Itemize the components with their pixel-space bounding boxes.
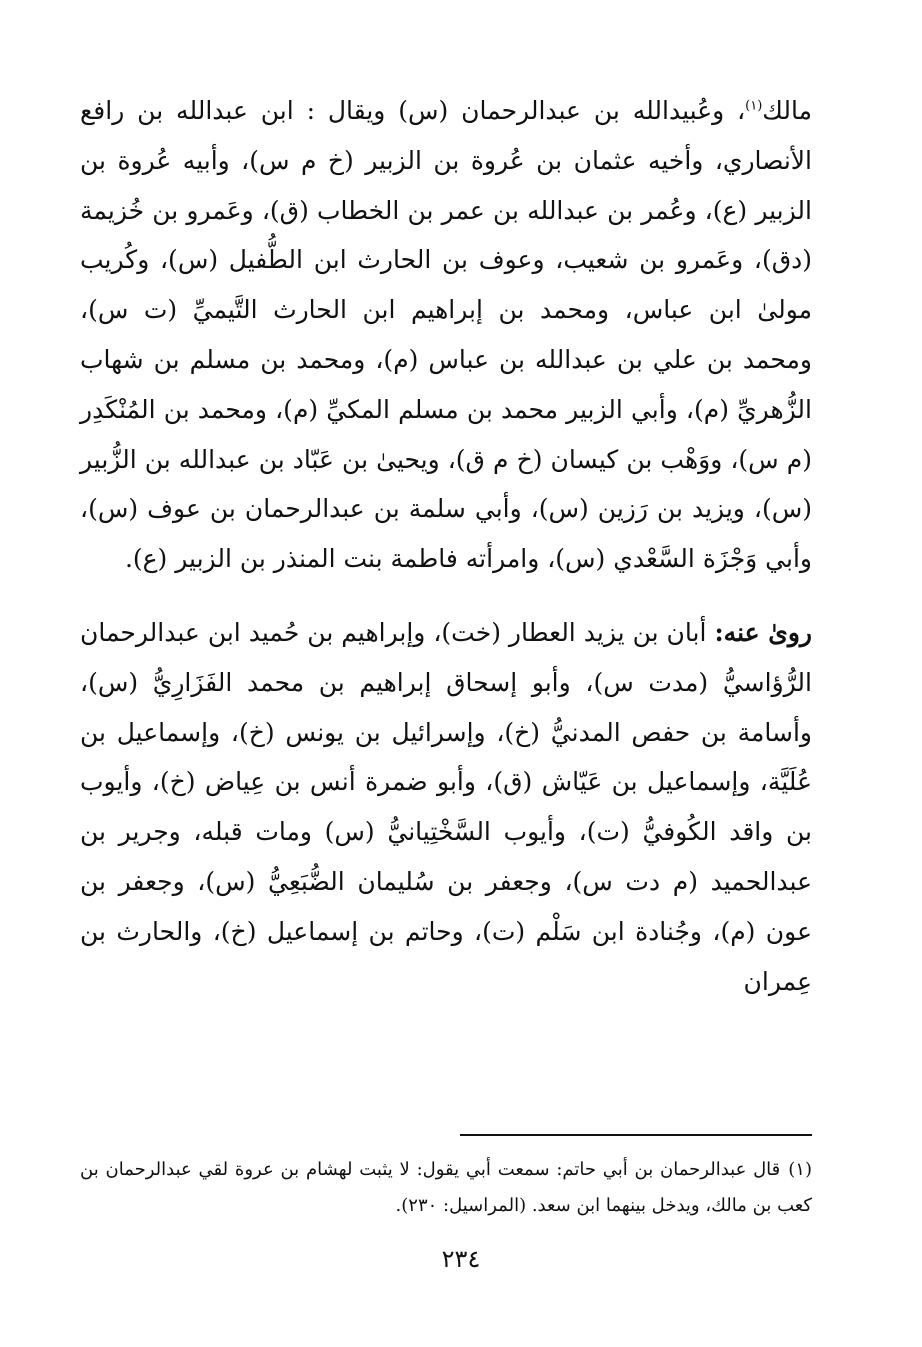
footnote-text: قال عبدالرحمان بن أبي حاتم: سمعت أبي يقول: لا يثبت لهشام بن عروة لقي عبدالرحمان بن كعب بن مالك، ويدخل بينهما ابن سعد. (المراسيل: ٢٣٠). bbox=[80, 1159, 812, 1216]
footnote-item bbox=[80, 1152, 812, 1224]
footnote-mark: (١) bbox=[788, 1159, 812, 1180]
narrated-from-him-label: روىٰ عنه: bbox=[714, 617, 812, 647]
paragraph-text: أبان بن يزيد العطار (خت)، وإبراهيم بن حُميد ابن عبدالرحمان الرُّؤاسيُّ (مدت س)، وأبو إسحاق إبراهيم بن محمد الفَزَارِيُّ (س)، وأسامة بن حفص المدنيُّ (خ)، وإسرائيل بن يونس (خ)، وإسماعيل بن عُلَيَّة، وإسماعيل بن عَيّاش (ق)، وأبو ضمرة أنس بن عِياض (خ)، وأيوب بن واقد الكُوفيُّ (ت)، وأيوب السَّخْتِيانيُّ (س) ومات قبله، وجرير بن عبدالحميد (م دت س)، وجعفر بن سُليمان الضُّبَعِيُّ (س)، وجعفر بن عون (م)، وجُنادة ابن سَلْم (ت)، وحاتم بن إسماعيل (خ)، والحارث بن عِمران bbox=[80, 617, 812, 996]
footnote-reference: (١) bbox=[745, 98, 763, 114]
paragraph-teachers bbox=[80, 86, 812, 584]
paragraph-students bbox=[80, 608, 812, 1006]
paragraph-text-rest: ، وعُبيدالله بن عبدالرحمان (س) ويقال : ابن عبدالله بن رافع الأنصاري، وأخيه عثمان بن عُروة بن الزبير (خ م س)، وأبيه عُروة بن الزبير (ع)، وعُمر بن عبدالله بن عمر بن الخطاب (ق)، وعَمرو بن خُزيمة (دق)، وعَمرو بن شعيب، وعوف بن الحارث ابن الطُّفيل (س)، وكُريب مولىٰ ابن عباس، ومحمد بن إبراهيم ابن الحارث التَّيميِّ (ت س)، ومحمد بن علي بن عبدالله بن عباس (م)، ومحمد بن مسلم بن شهاب الزُّهريِّ (م)، وأبي الزبير محمد بن مسلم المكيِّ (م)، ومحمد بن المُنْكَدِر (م س)، ووَهْب بن كيسان (خ م ق)، ويحيىٰ بن عَبّاد بن عبدالله بن الزُّبير (س)، ويزيد بن رَزين (س)، وأبي سلمة بن عبدالرحمان بن عوف (س)، وأبي وَجْزَة السَّعْدي (س)، وامرأته فاطمة بنت المنذر بن الزبير (ع). bbox=[80, 96, 812, 574]
footnote-divider bbox=[460, 1134, 812, 1136]
page-number: ٢٣٤ bbox=[441, 1245, 481, 1273]
footnotes bbox=[80, 1152, 812, 1224]
paragraph-text-start: مالك bbox=[762, 96, 812, 125]
main-text bbox=[80, 86, 812, 1006]
